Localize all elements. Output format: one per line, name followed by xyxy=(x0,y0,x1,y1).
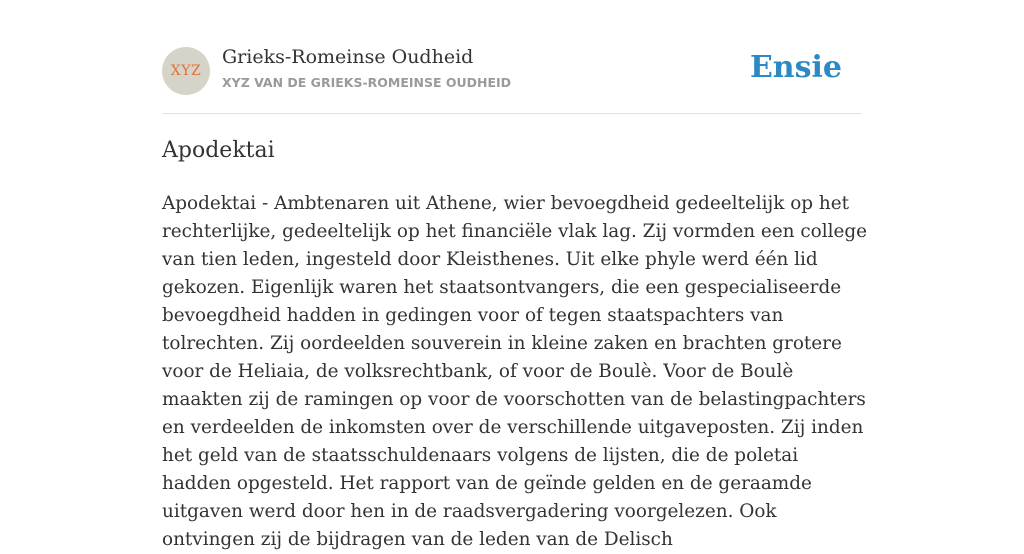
source-subtitle: XYZ VAN DE GRIEKS-ROMEINSE OUDHEID xyxy=(222,75,512,90)
source-title[interactable]: Grieks-Romeinse Oudheid xyxy=(222,46,474,68)
source-avatar[interactable]: XYZ xyxy=(162,47,210,95)
source-header xyxy=(162,46,862,96)
article-body: Apodektai - Ambtenaren uit Athene, wier bevoegdheid gedeeltelijk op het rechterlijke, gedeeltelijk op het financiële vlak lag. Zij vormden een college van tien leden, ingesteld door Kleisthenes. Uit elke phyle werd één lid gekozen. Eigenlijk waren het staatsontvangers, die een gespecialiseerde bevoegdheid hadden in gedingen voor of tegen staatspachters van tolrechten. Zij oordeelden souverein in kleine zaken en brachten grotere voor de Heliaia, de volksrechtbank, of voor de Boulè. Voor de Boulè maakten zij de ramingen op voor de voorschotten van de belastingpachters en verdeelden de inkomsten over de verschillende uitgaveposten. Zij inden het geld van de staatsschuldenaars volgens de lijsten, die de poletai hadden opgesteld. Het rapport van de geïnde gelden en de geraamde uitgaven werd door hen in de raadsvergadering voorgelezen. Ook ontvingen zij de bijdragen van de leden van de Delisch xyxy=(162,193,868,550)
ensie-logo-link[interactable]: Ensie xyxy=(749,50,842,85)
header-divider xyxy=(162,113,862,114)
article-title: Apodektai xyxy=(162,138,275,163)
